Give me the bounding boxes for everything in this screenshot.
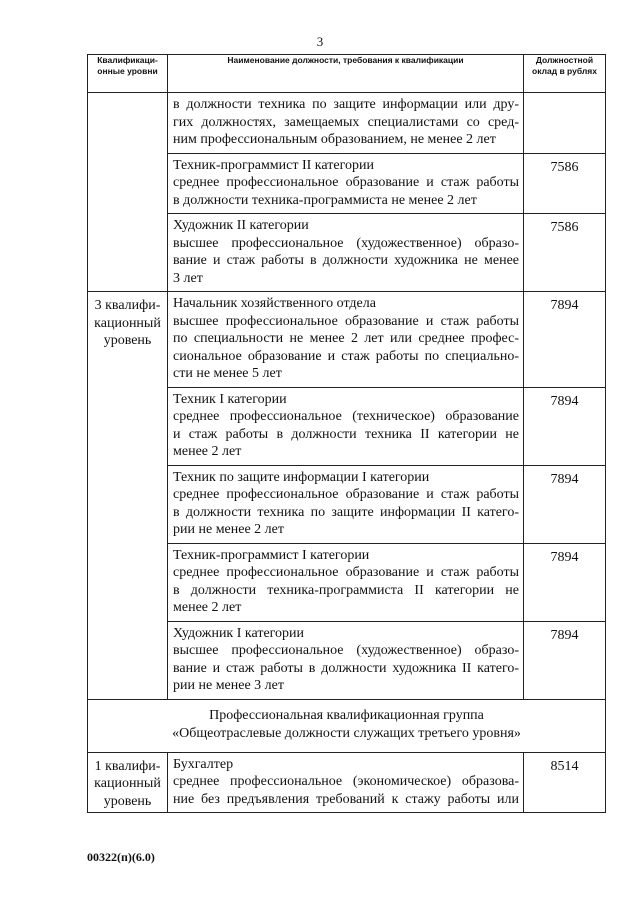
level-cell-empty (88, 93, 168, 292)
salary-value: 7894 (524, 543, 606, 621)
position-description: Техник по защите информации I категории среднее профессиональное образование и стаж работы в должности техника по защите информации II катего- рии не менее 2 лет (168, 465, 524, 543)
position-description: Художник I категории высшее профессиональное (художественное) образо- вание и стаж работы в должности художника II катего- рии не менее 3 лет (168, 621, 524, 699)
group-heading-row (88, 699, 606, 752)
position-description: Техник-программист II категории среднее профессиональное образование и стаж работы в должности техника-программиста не менее 2 лет (168, 153, 524, 214)
position-description: Техник I категории среднее профессиональное (техническое) образование и стаж работы в должности техника II категории не менее 2 лет (168, 387, 524, 465)
position-description: в должности техника по защите информации или дру- гих должностях, замещаемых специалистами со сред- ним профессиональным образованием, не менее 2 лет (168, 93, 524, 154)
professional-group-heading: Профессиональная квалификационная группа «Общеотраслевые должности служащих третьего уровня» (88, 699, 606, 752)
salary-value: 7894 (524, 465, 606, 543)
qualification-level-3: 3 квалифи- кационный уровень (88, 292, 168, 700)
salary-value: 7894 (524, 292, 606, 388)
header-position-requirements: Наименование должности, требования к квалификации (168, 55, 524, 93)
header-salary: Должностной оклад в рублях (524, 55, 606, 93)
table-row (88, 292, 606, 388)
table-row (88, 752, 606, 813)
table-header-row (88, 55, 606, 93)
table-row (88, 93, 606, 154)
position-description: Техник-программист I категории среднее профессиональное образование и стаж работы в должности техника-программиста II категории не менее 2 лет (168, 543, 524, 621)
salary-value: 7894 (524, 387, 606, 465)
position-description: Бухгалтер среднее профессиональное (экономическое) образова- ние без предъявления требований к стажу работы или (168, 752, 524, 813)
salary-value: 7894 (524, 621, 606, 699)
salary-value: 8514 (524, 752, 606, 813)
header-qualification-level: Квалификаци- онные уровни (88, 55, 168, 93)
qualification-level-1: 1 квалифи- кационный уровень (88, 752, 168, 813)
salary-value: 7586 (524, 153, 606, 214)
position-description: Начальник хозяйственного отдела высшее профессиональное образование и стаж работы по специальности не менее 2 лет или среднее профес- сиональное образование и стаж работы по специально- сти не менее 5 лет (168, 292, 524, 388)
position-description: Художник II категории высшее профессиональное (художественное) образо- вание и стаж работы в должности художника не менее 3 лет (168, 214, 524, 292)
salary-value (524, 93, 606, 154)
salary-table (87, 54, 606, 813)
document-code: 00322(п)(6.0) (87, 850, 155, 864)
salary-value: 7586 (524, 214, 606, 292)
page-number: 3 (316, 34, 324, 49)
